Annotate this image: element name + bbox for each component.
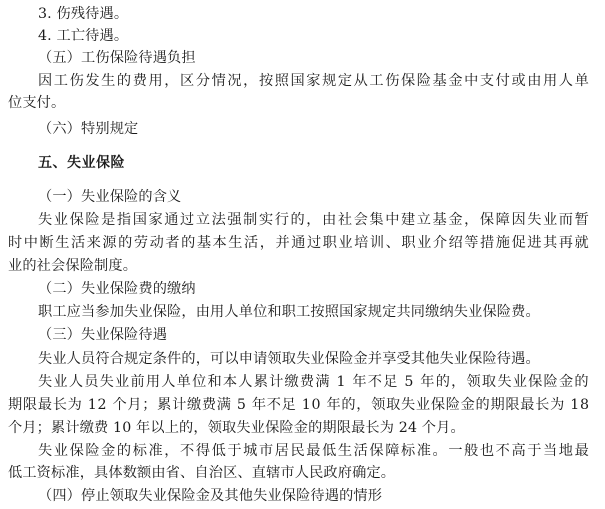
glyph: 业 (415, 397, 431, 413)
glyph: 金 (448, 73, 463, 89)
glyph: 失 (38, 212, 53, 228)
glyph: 区 (180, 73, 195, 89)
glyph: 缴 (284, 374, 299, 390)
glyph: 的 (116, 73, 132, 89)
glyph: 般 (464, 443, 479, 459)
glyph: 人 (238, 374, 253, 390)
glyph: 业 (512, 374, 527, 390)
glyph: 的 (435, 374, 450, 390)
glyph: 而 (558, 212, 573, 228)
glyph: 单 (176, 374, 191, 390)
glyph: 最 (37, 397, 53, 413)
glyph: 用 (145, 374, 161, 390)
paragraph-line: 业的社会保险制度。 (8, 258, 138, 274)
glyph: 5 (236, 397, 246, 413)
glyph (297, 394, 302, 416)
glyph: 制 (243, 212, 258, 228)
paragraph-line (0, 70, 605, 92)
glyph: 标 (132, 443, 147, 459)
glyph: 并 (275, 235, 290, 251)
glyph: ， (164, 443, 179, 459)
glyph: 业 (53, 212, 68, 228)
paragraph-line (0, 232, 605, 254)
list-item-disability-benefit: 3. 伤残待遇。 (38, 6, 129, 22)
paragraph-line (0, 394, 605, 416)
glyph: 断 (39, 235, 54, 251)
glyph: 动 (149, 235, 164, 251)
glyph: 介 (432, 235, 448, 251)
glyph: 由 (527, 73, 542, 89)
glyph: 地 (558, 443, 573, 459)
glyph: 的 (181, 235, 196, 251)
glyph: 国 (290, 73, 305, 89)
glyph: 或 (511, 73, 526, 89)
glyph: 月 (127, 397, 142, 413)
glyph: 中 (23, 235, 38, 251)
glyph: 过 (180, 212, 195, 228)
glyph: 从 (353, 73, 368, 89)
glyph: 保 (400, 73, 416, 89)
glyph: 民 (290, 443, 305, 459)
glyph: 金 (558, 374, 574, 390)
glyph: 也 (479, 443, 495, 459)
paragraph-line (0, 440, 605, 462)
subsection-heading-benefits: （三）失业保险待遇 (38, 327, 168, 343)
glyph: 于 (227, 443, 242, 459)
glyph: 限 (505, 397, 520, 413)
glyph: 2 (97, 397, 107, 413)
glyph (347, 371, 352, 393)
glyph: 年 (251, 397, 267, 413)
glyph: 市 (258, 443, 274, 459)
glyph: 费 (299, 374, 315, 390)
glyph: 本 (212, 235, 227, 251)
glyph: 通 (164, 212, 179, 228)
glyph: 险 (85, 443, 100, 459)
glyph (107, 394, 112, 416)
glyph: 不 (495, 443, 510, 459)
glyph: 年 (420, 374, 435, 390)
glyph: ， (259, 235, 274, 251)
glyph: 绍 (448, 235, 463, 251)
glyph (331, 371, 336, 393)
glyph: 累 (157, 397, 172, 413)
glyph: 强 (227, 212, 242, 228)
glyph: 工 (369, 73, 384, 89)
glyph: 8 (579, 397, 589, 413)
glyph: 保 (369, 443, 384, 459)
glyph: 业 (543, 212, 558, 228)
glyph: 最 (306, 443, 321, 459)
glyph: 失 (38, 443, 53, 459)
glyph: 计 (172, 397, 187, 413)
glyph: 1 (336, 374, 346, 390)
glyph: 分 (195, 73, 211, 89)
glyph: 的 (290, 212, 305, 228)
glyph: 暂 (574, 212, 589, 228)
glyph: 障 (495, 212, 510, 228)
glyph: 照 (274, 73, 289, 89)
glyph: 缴 (186, 397, 202, 413)
glyph: 就 (574, 235, 589, 251)
glyph: 基 (432, 212, 447, 228)
glyph: 指 (116, 212, 132, 228)
glyph: 居 (274, 443, 289, 459)
paragraph-line: 职工应当参加失业保险，由用人单位和职工按照国家规定共同缴纳失业保险费。 (38, 304, 540, 320)
glyph: 取 (386, 397, 401, 413)
glyph: 来 (86, 235, 101, 251)
subsection-heading-injury-cost-burden: （五）工伤保险待遇负担 (38, 50, 196, 66)
glyph: ， (164, 73, 179, 89)
glyph: 员 (84, 374, 99, 390)
glyph: 长 (52, 397, 67, 413)
glyph: 训 (369, 235, 385, 251)
glyph: 职 (322, 235, 337, 251)
glyph: 生 (55, 235, 70, 251)
glyph: 为 (550, 397, 565, 413)
subsection-heading-meaning: （一）失业保险的含义 (38, 189, 182, 205)
glyph: 领 (466, 374, 481, 390)
glyph: 满 (216, 397, 231, 413)
glyph: 国 (132, 212, 147, 228)
glyph: 业 (115, 374, 130, 390)
glyph: 定 (337, 73, 353, 89)
glyph: 一 (448, 443, 463, 459)
glyph: 失 (401, 397, 416, 413)
subsection-heading-stop-benefits: （四）停止领取失业保险金及其他失业保险待遇的情形 (38, 488, 383, 504)
glyph: 城 (243, 443, 258, 459)
glyph: 准 (416, 443, 431, 459)
glyph: 况 (227, 73, 242, 89)
glyph: 低 (211, 443, 226, 459)
glyph: 失 (497, 374, 512, 390)
glyph: 当 (543, 443, 558, 459)
glyph: 人 (558, 73, 573, 89)
glyph: 支 (479, 73, 495, 89)
glyph: 标 (400, 443, 416, 459)
glyph: 的 (118, 235, 133, 251)
glyph: 领 (371, 397, 386, 413)
glyph: 个 (112, 397, 127, 413)
glyph: 不 (180, 443, 195, 459)
glyph: 立 (416, 212, 431, 228)
glyph: 家 (148, 212, 163, 228)
paragraph-line: 位支付。 (8, 95, 66, 111)
glyph: 长 (535, 397, 550, 413)
glyph: 建 (400, 212, 416, 228)
glyph: 活 (70, 235, 86, 251)
glyph: 得 (195, 443, 211, 459)
glyph: 准 (148, 443, 163, 459)
glyph: 取 (481, 374, 497, 390)
glyph: ， (464, 212, 479, 228)
glyph: 源 (102, 235, 117, 251)
glyph: 家 (306, 73, 321, 89)
glyph: 通 (291, 235, 306, 251)
glyph: 费 (201, 397, 217, 413)
glyph: 再 (558, 235, 573, 251)
glyph: 费 (132, 73, 147, 89)
glyph: 最 (520, 397, 535, 413)
glyph: 其 (542, 235, 558, 251)
glyph: 于 (527, 443, 542, 459)
glyph: 伤 (69, 73, 84, 89)
glyph: 期 (8, 397, 23, 413)
paragraph-line (0, 371, 605, 393)
glyph: 措 (480, 235, 495, 251)
glyph: 足 (281, 397, 296, 413)
glyph: 保 (69, 443, 84, 459)
glyph: 生 (101, 73, 116, 89)
glyph (247, 394, 252, 416)
glyph: 职 (401, 235, 416, 251)
glyph: 培 (354, 235, 369, 251)
glyph: 过 (306, 235, 322, 251)
glyph: 业 (338, 235, 353, 251)
glyph: 金 (101, 443, 116, 459)
glyph: 险 (445, 397, 460, 413)
glyph: 期 (490, 397, 505, 413)
glyph: 规 (322, 73, 337, 89)
glyph: 生 (337, 443, 353, 459)
subsection-heading-contribution: （二）失业保险费的缴纳 (38, 281, 196, 297)
glyph: 付 (495, 73, 510, 89)
glyph: 最 (574, 443, 589, 459)
paragraph-line: 个月；累计缴费 10 年以上的，领取失业保险金的期限最长为 24 个月。 (8, 420, 465, 436)
glyph: 保 (69, 212, 84, 228)
glyph: 累 (253, 374, 268, 390)
glyph: 集 (369, 212, 384, 228)
glyph: 者 (165, 235, 180, 251)
glyph: 因 (511, 212, 526, 228)
glyph: 是 (101, 212, 116, 228)
glyph: 险 (85, 212, 100, 228)
glyph: 的 (341, 397, 356, 413)
glyph: 5 (404, 374, 414, 390)
glyph: ； (142, 397, 157, 413)
glyph (232, 394, 237, 416)
glyph: 金 (448, 212, 463, 228)
glyph: 中 (464, 73, 479, 89)
glyph: 活 (244, 235, 259, 251)
glyph: 位 (192, 374, 207, 390)
glyph: 等 (464, 235, 479, 251)
glyph: 不 (367, 374, 382, 390)
glyph: 人 (68, 374, 84, 390)
glyph: 时 (8, 235, 23, 251)
paragraph-line: 失业人员符合规定条件的，可以申请领取失业保险金并享受其他失业保险待遇。 (38, 351, 540, 367)
glyph: 低 (322, 443, 337, 459)
glyph: 本 (222, 374, 238, 390)
glyph: 生 (228, 235, 243, 251)
glyph: 会 (353, 212, 368, 228)
glyph: ， (451, 374, 466, 390)
glyph: 行 (274, 212, 289, 228)
glyph: 促 (511, 235, 526, 251)
glyph: 障 (385, 443, 400, 459)
glyph: 实 (258, 212, 274, 228)
glyph: 1 (570, 397, 580, 413)
glyph: 、 (385, 235, 400, 251)
glyph: 劳 (133, 235, 149, 251)
glyph: 用 (543, 73, 558, 89)
paragraph-line (0, 209, 605, 231)
glyph: 保 (479, 212, 495, 228)
glyph: 业 (53, 443, 68, 459)
glyph: 足 (383, 374, 398, 390)
list-item-work-death-benefit: 4. 工亡待遇。 (38, 28, 129, 44)
glyph: 用 (148, 73, 163, 89)
glyph: 高 (511, 443, 526, 459)
glyph: 伤 (385, 73, 400, 89)
glyph: ， (243, 73, 258, 89)
glyph: 发 (85, 73, 100, 89)
glyph: 1 (301, 397, 311, 413)
glyph: 满 (315, 374, 330, 390)
glyph: 保 (528, 374, 543, 390)
glyph: 金 (460, 397, 475, 413)
glyph: 进 (527, 235, 542, 251)
glyph: ， (356, 397, 371, 413)
glyph: 为 (67, 397, 82, 413)
glyph: 年 (326, 397, 341, 413)
glyph: 业 (417, 235, 432, 251)
glyph: 保 (430, 397, 446, 413)
glyph: 业 (53, 374, 68, 390)
glyph: 的 (116, 443, 132, 459)
glyph: 工 (53, 73, 68, 89)
glyph: 的 (475, 397, 490, 413)
glyph: 失 (99, 374, 114, 390)
glyph (415, 371, 420, 393)
glyph (565, 394, 570, 416)
glyph: 1 (87, 397, 97, 413)
glyph: 由 (322, 212, 337, 228)
glyph: 失 (38, 374, 53, 390)
glyph: 人 (161, 374, 176, 390)
glyph: 限 (22, 397, 38, 413)
glyph (83, 394, 88, 416)
glyph: 中 (385, 212, 400, 228)
glyph: 法 (211, 212, 226, 228)
glyph: 年 (352, 374, 367, 390)
glyph: 0 (311, 397, 321, 413)
glyph: 基 (196, 235, 212, 251)
glyph: 施 (495, 235, 510, 251)
glyph: 因 (38, 73, 53, 89)
paragraph-line: 低工资标准，具体数额由省、自治区、直辖市人民政府确定。 (8, 465, 396, 481)
section-heading-unemployment-insurance: 五、失业保险 (38, 155, 125, 171)
glyph: 计 (269, 374, 284, 390)
glyph: 失 (527, 212, 542, 228)
glyph: 基 (432, 73, 447, 89)
glyph: ， (306, 212, 321, 228)
glyph (399, 371, 404, 393)
glyph: 险 (543, 374, 558, 390)
glyph (321, 394, 326, 416)
glyph: 和 (207, 374, 222, 390)
glyph: 情 (211, 73, 226, 89)
subsection-heading-special-provisions: （六）特别规定 (38, 121, 139, 137)
glyph: 单 (574, 73, 589, 89)
glyph: 前 (130, 374, 145, 390)
glyph: 按 (258, 73, 274, 89)
glyph: 。 (432, 443, 447, 459)
glyph: 险 (416, 73, 431, 89)
glyph: 立 (195, 212, 211, 228)
glyph: 活 (353, 443, 368, 459)
glyph: 不 (266, 397, 281, 413)
glyph: 社 (337, 212, 353, 228)
glyph: 的 (574, 374, 589, 390)
